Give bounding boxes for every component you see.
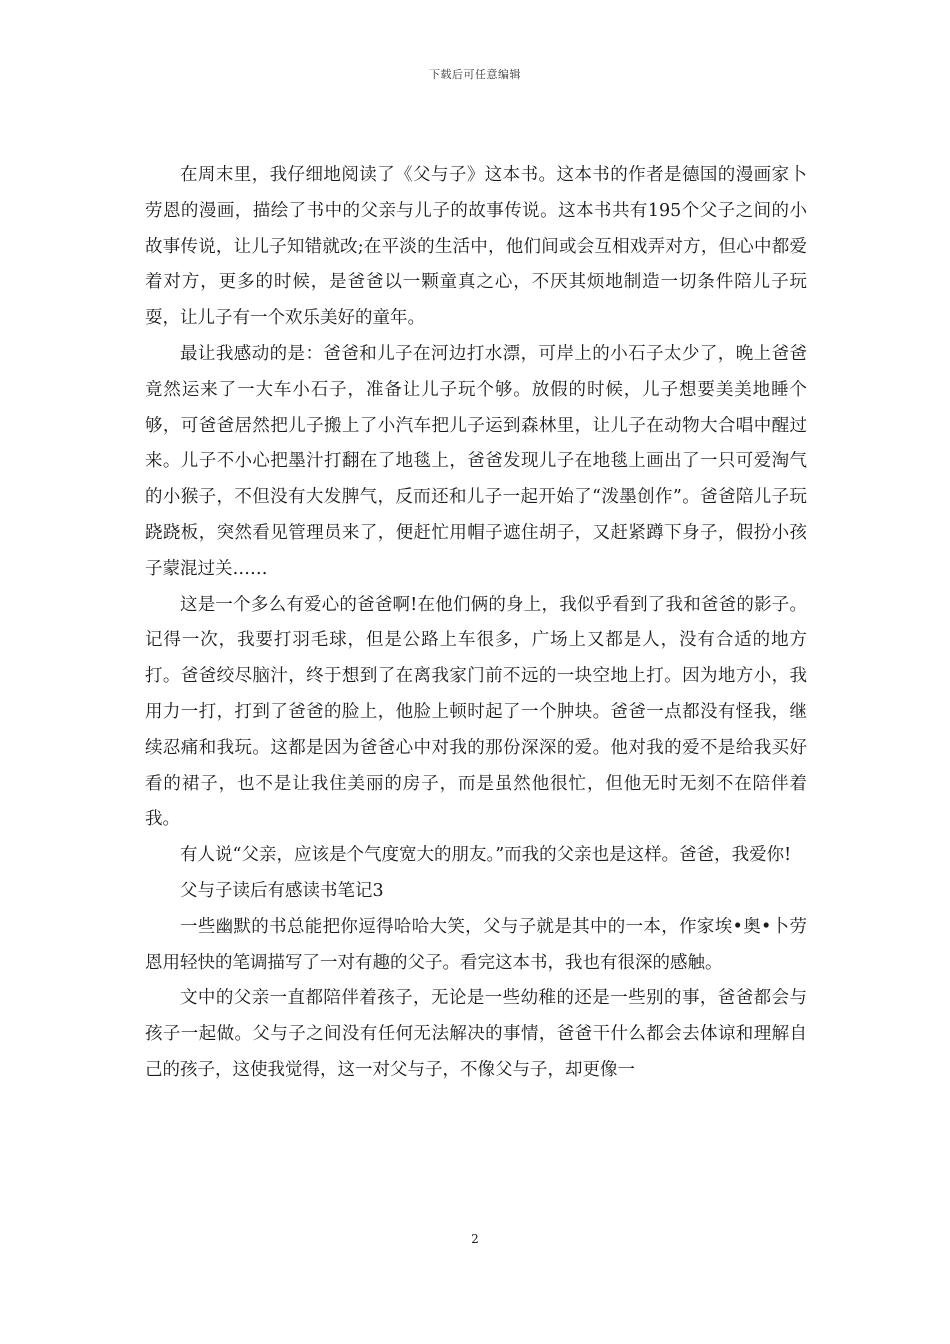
page-header: 下载后可任意编辑 — [429, 68, 521, 81]
paragraph: 有人说“父亲，应该是个气度宽大的朋友。”而我的父亲也是这样。爸爸，我爱你! — [180, 845, 792, 866]
paragraph: 最让我感动的是：爸爸和儿子在河边打水漂，可岸上的小石子太少了，晚上爸爸竟然运来了一大车小石子，准备让儿子玩个够。放假的时候，儿子想要美美地睡个够，可爸爸居然把儿子搬上了小汽车把儿子运到森林里，让儿子在动物大合唱中醒过来。儿子不小心把墨汁打翻在了地毯上，爸爸发现儿子在地毯上画出了一只可爱淘气的小猴子，不但没有大发脾气，反而还和儿子一起开始了“泼墨创作”。爸爸陪儿子玩跷跷板，突然看见管理员来了，便赶忙用帽子遮住胡子，又赶紧蹲下身子，假扮小孩子蒙混过关…… — [145, 343, 807, 579]
page-number: 2 — [471, 1232, 479, 1246]
paragraph: 文中的父亲一直都陪伴着孩子，无论是一些幼稚的还是一些别的事，爸爸都会与孩子一起做。父与子之间没有任何无法解决的事情，爸爸干什么都会去体谅和理解自己的孩子，这使我觉得，这一对父与子，不像父与子，却更像一 — [145, 988, 807, 1080]
paragraph: 一些幽默的书总能把你逗得哈哈大笑，父与子就是其中的一本，作家埃•奥•卜劳恩用轻快的笔调描写了一对有趣的父子。看完这本书，我也有很深的感触。 — [145, 916, 807, 973]
paragraph: 在周末里，我仔细地阅读了《父与子》这本书。这本书的作者是德国的漫画家卜劳恩的漫画，描绘了书中的父亲与儿子的故事传说。这本书共有195个父子之间的小故事传说，让儿子知错就改;在平淡的生活中，他们间或会互相戏弄对方，但心中都爱着对方，更多的时候，是爸爸以一颗童真之心，不厌其烦地制造一切条件陪儿子玩耍，让儿子有一个欢乐美好的童年。 — [145, 165, 807, 329]
body-text — [145, 158, 807, 1089]
section-heading: 父与子读后有感读书笔记3 — [180, 880, 384, 901]
paragraph: 这是一个多么有爱心的爸爸啊!在他们俩的身上，我似乎看到了我和爸爸的影子。记得一次，我要打羽毛球，但是公路上车很多，广场上又都是人，没有合适的地方打。爸爸绞尽脑汁，终于想到了在离我家门前不远的一块空地上打。因为地方小，我用力一打，打到了爸爸的脸上，他脸上顿时起了一个肿块。爸爸一点都没有怪我，继续忍痛和我玩。这都是因为爸爸心中对我的那份深深的爱。他对我的爱不是给我买好看的裙子，也不是让我住美丽的房子，而是虽然他很忙，但他无时无刻不在陪伴着我。 — [145, 594, 807, 830]
